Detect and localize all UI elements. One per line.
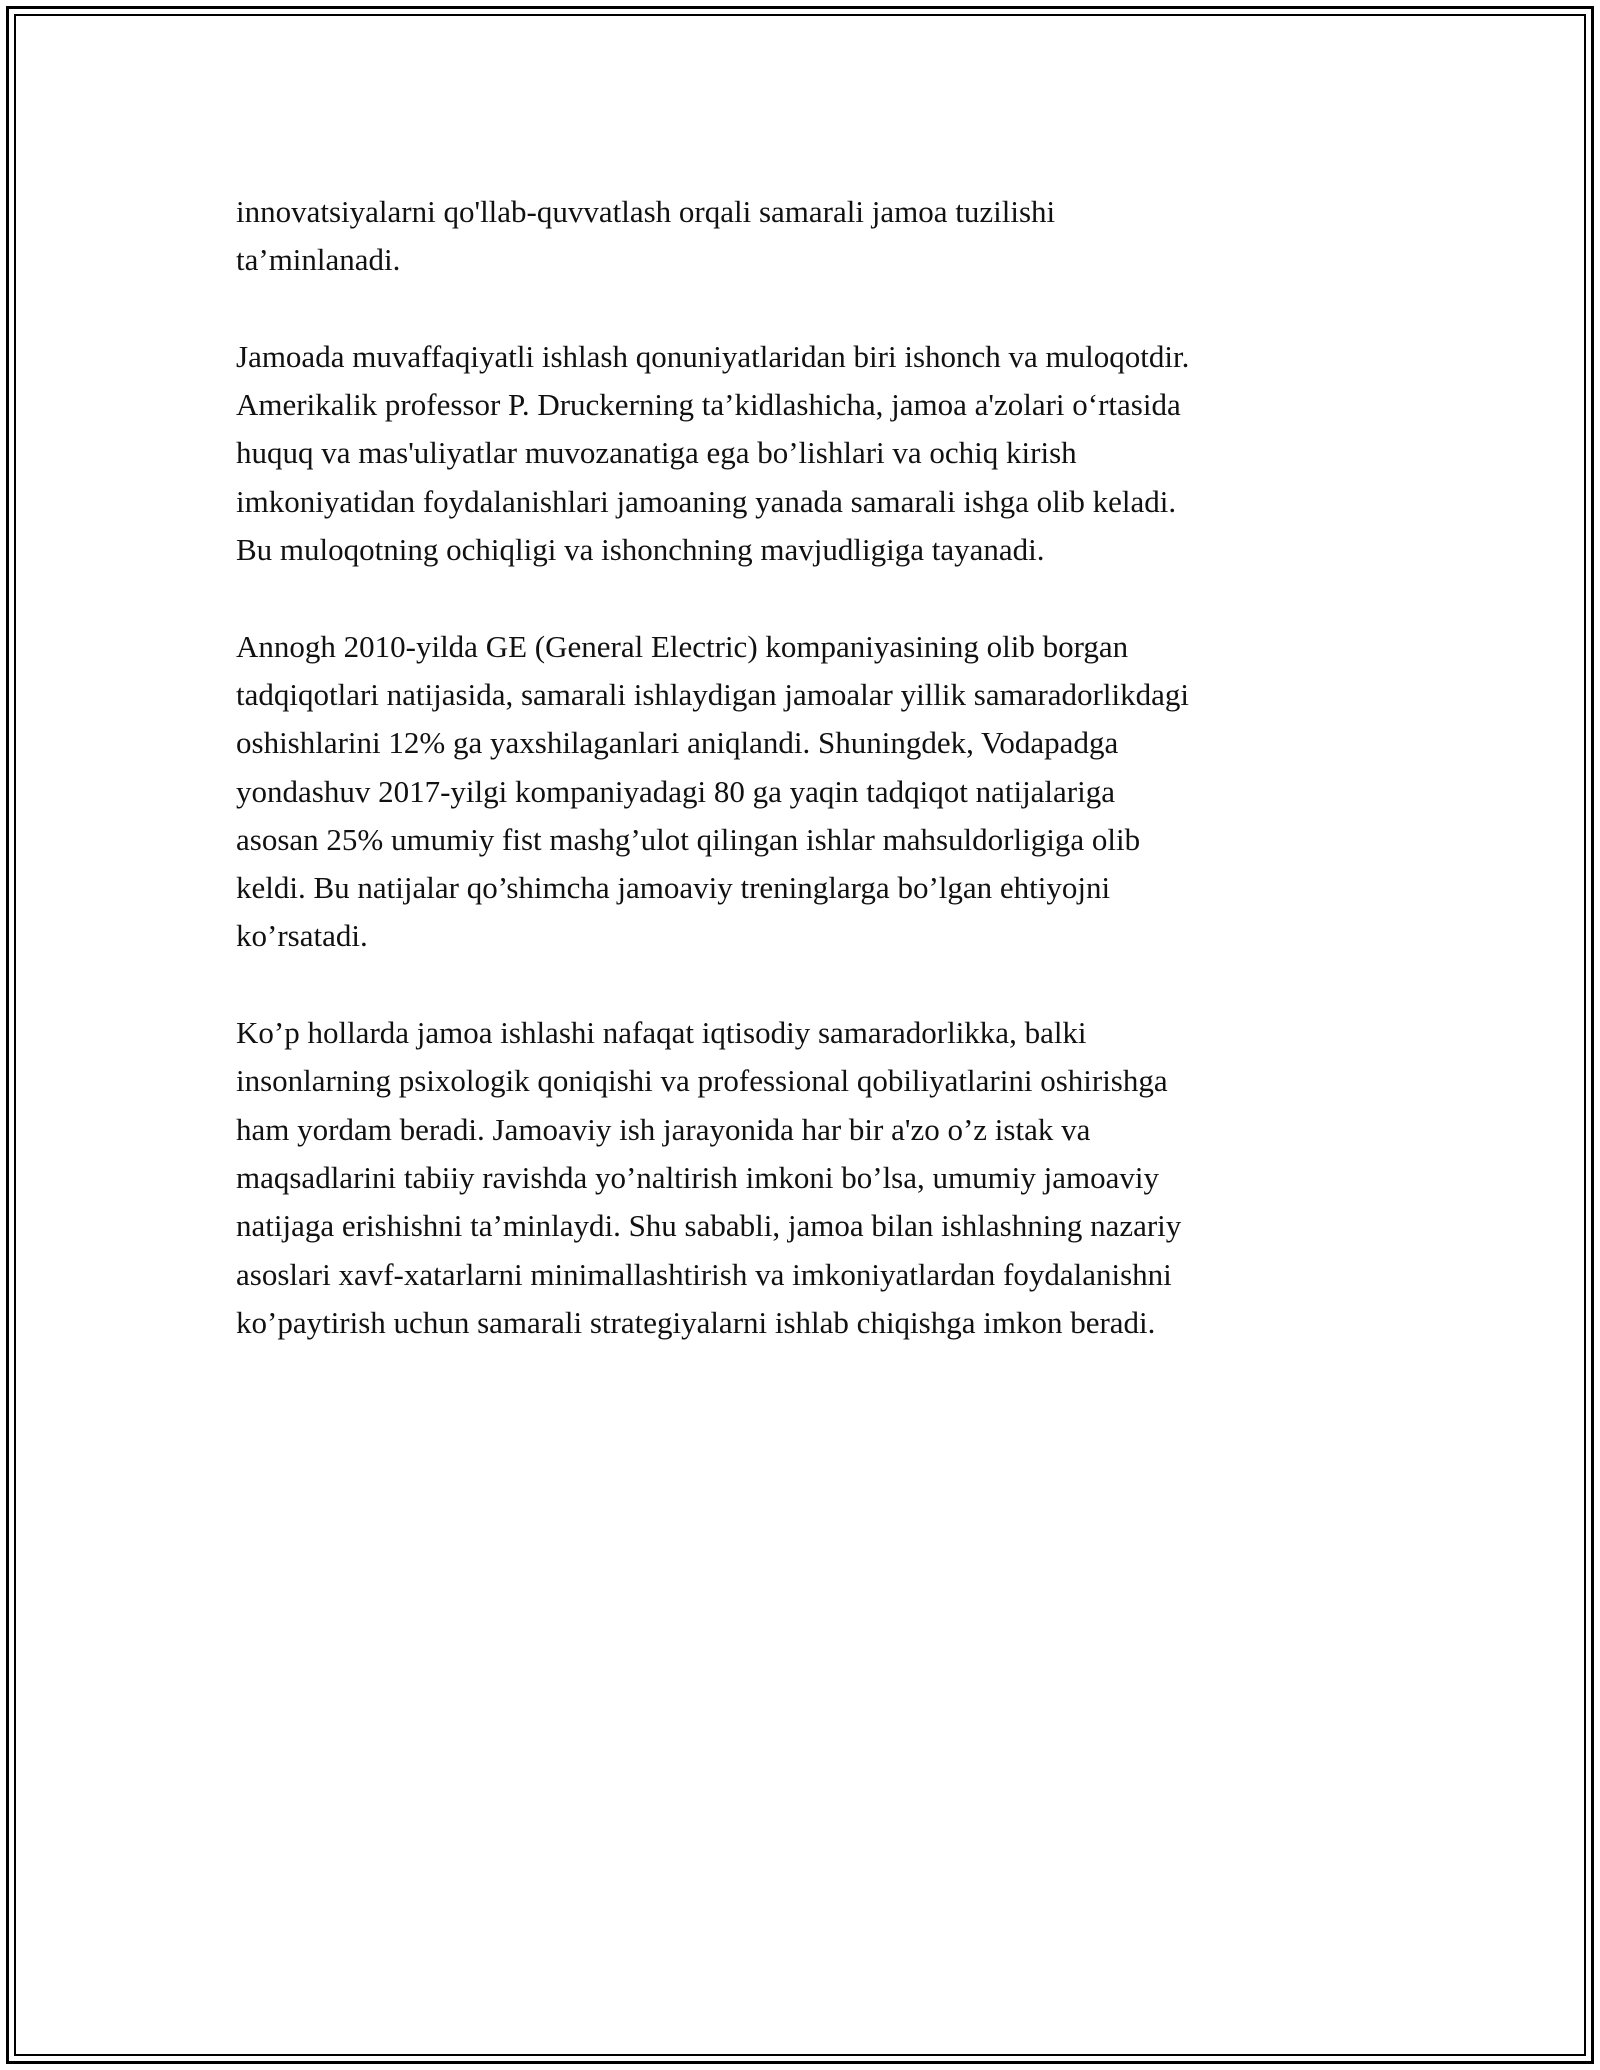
paragraph-4 [236, 1009, 1396, 1347]
text-line: ko’paytirish uchun samarali strategiyalarni ishlab chiqishga imkon beradi. [236, 1304, 1156, 1340]
text-line: innovatsiyalarni qo'llab-quvvatlash orqali samarali jamoa tuzilishi [236, 194, 1056, 229]
text-line: asosan 25% umumiy fist mashg’ulot qilingan ishlar mahsuldorligiga olib [236, 821, 1141, 857]
text-line: maqsadlarini tabiiy ravishda yo’naltirish imkoni bo’lsa, umumiy jamoaviy [236, 1159, 1159, 1195]
text-line: imkoniyatidan foydalanishlari jamoaning yanada samarali ishga olib keladi. [236, 483, 1177, 519]
text-line: ta’minlanadi. [236, 242, 401, 278]
paragraph-1 [236, 188, 1396, 285]
text-line: Jamoada muvaffaqiyatli ishlash qonuniyatlaridan biri ishonch va muloqotdir. [236, 338, 1190, 374]
text-line: huquq va mas'uliyatlar muvozanatiga ega bo’lishlari va ochiq kirish [236, 435, 1077, 471]
text-line: natijaga erishishni ta’minlaydi. Shu sababli, jamoa bilan ishlashning nazariy [236, 1208, 1182, 1244]
text-line: tadqiqotlari natijasida, samarali ishlaydigan jamoalar yillik samaradorlikdagi [236, 676, 1189, 712]
text-line: Ko’p hollarda jamoa ishlashi nafaqat iqtisodiy samaradorlikka, balki [236, 1015, 1087, 1051]
text-line: ham yordam beradi. Jamoaviy ish jarayonida har bir a'zo o’z istak va [236, 1111, 1091, 1147]
text-line: ko’rsatadi. [236, 918, 368, 954]
text-line: Amerikalik professor P. Druckerning ta’kidlashicha, jamoa a'zolari o‘rtasida [236, 387, 1181, 423]
text-line: oshishlarini 12% ga yaxshilaganlari aniqlandi. Shuningdek, Vodapadga [236, 725, 1119, 761]
text-line: keldi. Bu natijalar qo’shimcha jamoaviy treninglarga bo’lgan ehtiyojni [236, 870, 1111, 906]
text-line: yondashuv 2017-yilgi kompaniyadagi 80 ga yaqin tadqiqot natijalariga [236, 773, 1116, 809]
text-line: Annogh 2010-yilda GE (General Electric) kompaniyasining olib borgan [236, 628, 1129, 664]
text-line: Bu muloqotning ochiqligi va ishonchning mavjudligiga tayanadi. [236, 532, 1045, 568]
paragraph-2 [236, 333, 1396, 574]
paragraph-3 [236, 623, 1396, 961]
text-line: insonlarning psixologik qoniqishi va professional qobiliyatlarini oshirishga [236, 1063, 1168, 1099]
document-body [236, 188, 1396, 1395]
text-line: asoslari xavf-xatarlarni minimallashtirish va imkoniyatlardan foydalanishni [236, 1256, 1172, 1292]
